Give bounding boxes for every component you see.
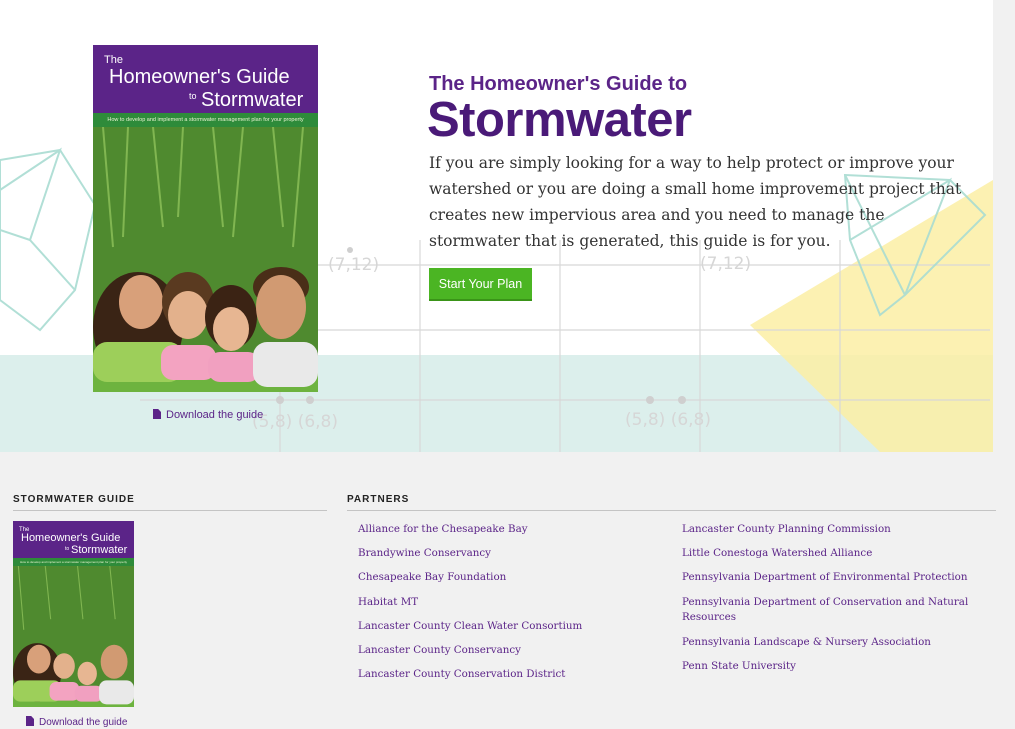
download-guide-label: Download the guide [39, 717, 128, 728]
cover-to: to [189, 91, 197, 101]
partner-link[interactable]: Penn State University [682, 660, 796, 672]
footer-guide-cover-image[interactable] [13, 521, 134, 707]
stormwater-guide-heading: STORMWATER GUIDE [13, 494, 135, 505]
cover-to: to [65, 546, 70, 552]
bg-label: (7,12) [700, 254, 752, 274]
partner-link[interactable]: Chesapeake Bay Foundation [358, 571, 507, 583]
partner-link[interactable]: Pennsylvania Department of Conservation and Natural Resources [682, 596, 969, 623]
bg-label: (7,12) [328, 255, 380, 275]
partner-link[interactable]: Pennsylvania Department of Environmental Protection [682, 571, 968, 583]
page-edge [993, 0, 1015, 452]
partner-link[interactable]: Lancaster County Clean Water Consortium [358, 620, 583, 632]
download-guide-link[interactable] [153, 409, 263, 421]
partner-link[interactable]: Lancaster County Conservation District [358, 668, 566, 680]
partners-heading-divider [347, 510, 996, 511]
cover-the: The [19, 527, 30, 533]
cover-title-main: Homeowner's Guide [109, 66, 290, 88]
cover-title-main: Homeowner's Guide [21, 532, 121, 544]
cover-title-stormwater: Stormwater [201, 89, 304, 111]
cover-title-block [13, 521, 134, 558]
partner-link[interactable]: Little Conestoga Watershed Alliance [682, 547, 873, 559]
cover-title-block [93, 45, 318, 113]
bg-label: (5,8) (6,8) [625, 410, 712, 430]
hero-title: Stormwater [427, 93, 692, 147]
partner-link[interactable]: Habitat MT [358, 596, 419, 608]
document-icon [26, 716, 34, 726]
partner-link[interactable]: Alliance for the Chesapeake Bay [358, 523, 528, 535]
hero-kicker: The Homeowner's Guide to [429, 73, 688, 95]
cover-title-stormwater: Stormwater [71, 544, 128, 556]
start-your-plan-button[interactable]: Start Your Plan [429, 268, 532, 301]
partner-link[interactable]: Pennsylvania Landscape & Nursery Association [682, 636, 931, 648]
partner-link[interactable]: Lancaster County Conservancy [358, 644, 521, 656]
family-photo [93, 127, 318, 392]
footer-download-guide-link[interactable] [26, 716, 127, 728]
bg-label: (5,8) (6,8) [252, 412, 339, 432]
partners-heading: PARTNERS [347, 494, 410, 505]
cover-the: The [104, 54, 123, 66]
family-photo [13, 566, 134, 707]
cover-tagline: How to develop and implement a stormwater management plan for your property [93, 113, 318, 127]
partner-link[interactable]: Lancaster County Planning Commission [682, 523, 891, 535]
download-guide-label: Download the guide [166, 409, 264, 421]
guide-heading-divider [13, 510, 327, 511]
partner-link[interactable]: Brandywine Conservancy [358, 547, 491, 559]
cover-tagline: How to develop and implement a stormwater management plan for your property [13, 558, 134, 566]
hero-description: If you are simply looking for a way to help protect or improve your watershed or you are doing a small home improvement project that creates new impervious area and you need to manage the stormwater that is generated, this guide is for you. [429, 154, 962, 250]
guide-cover-image[interactable] [93, 45, 318, 392]
document-icon [153, 409, 161, 419]
